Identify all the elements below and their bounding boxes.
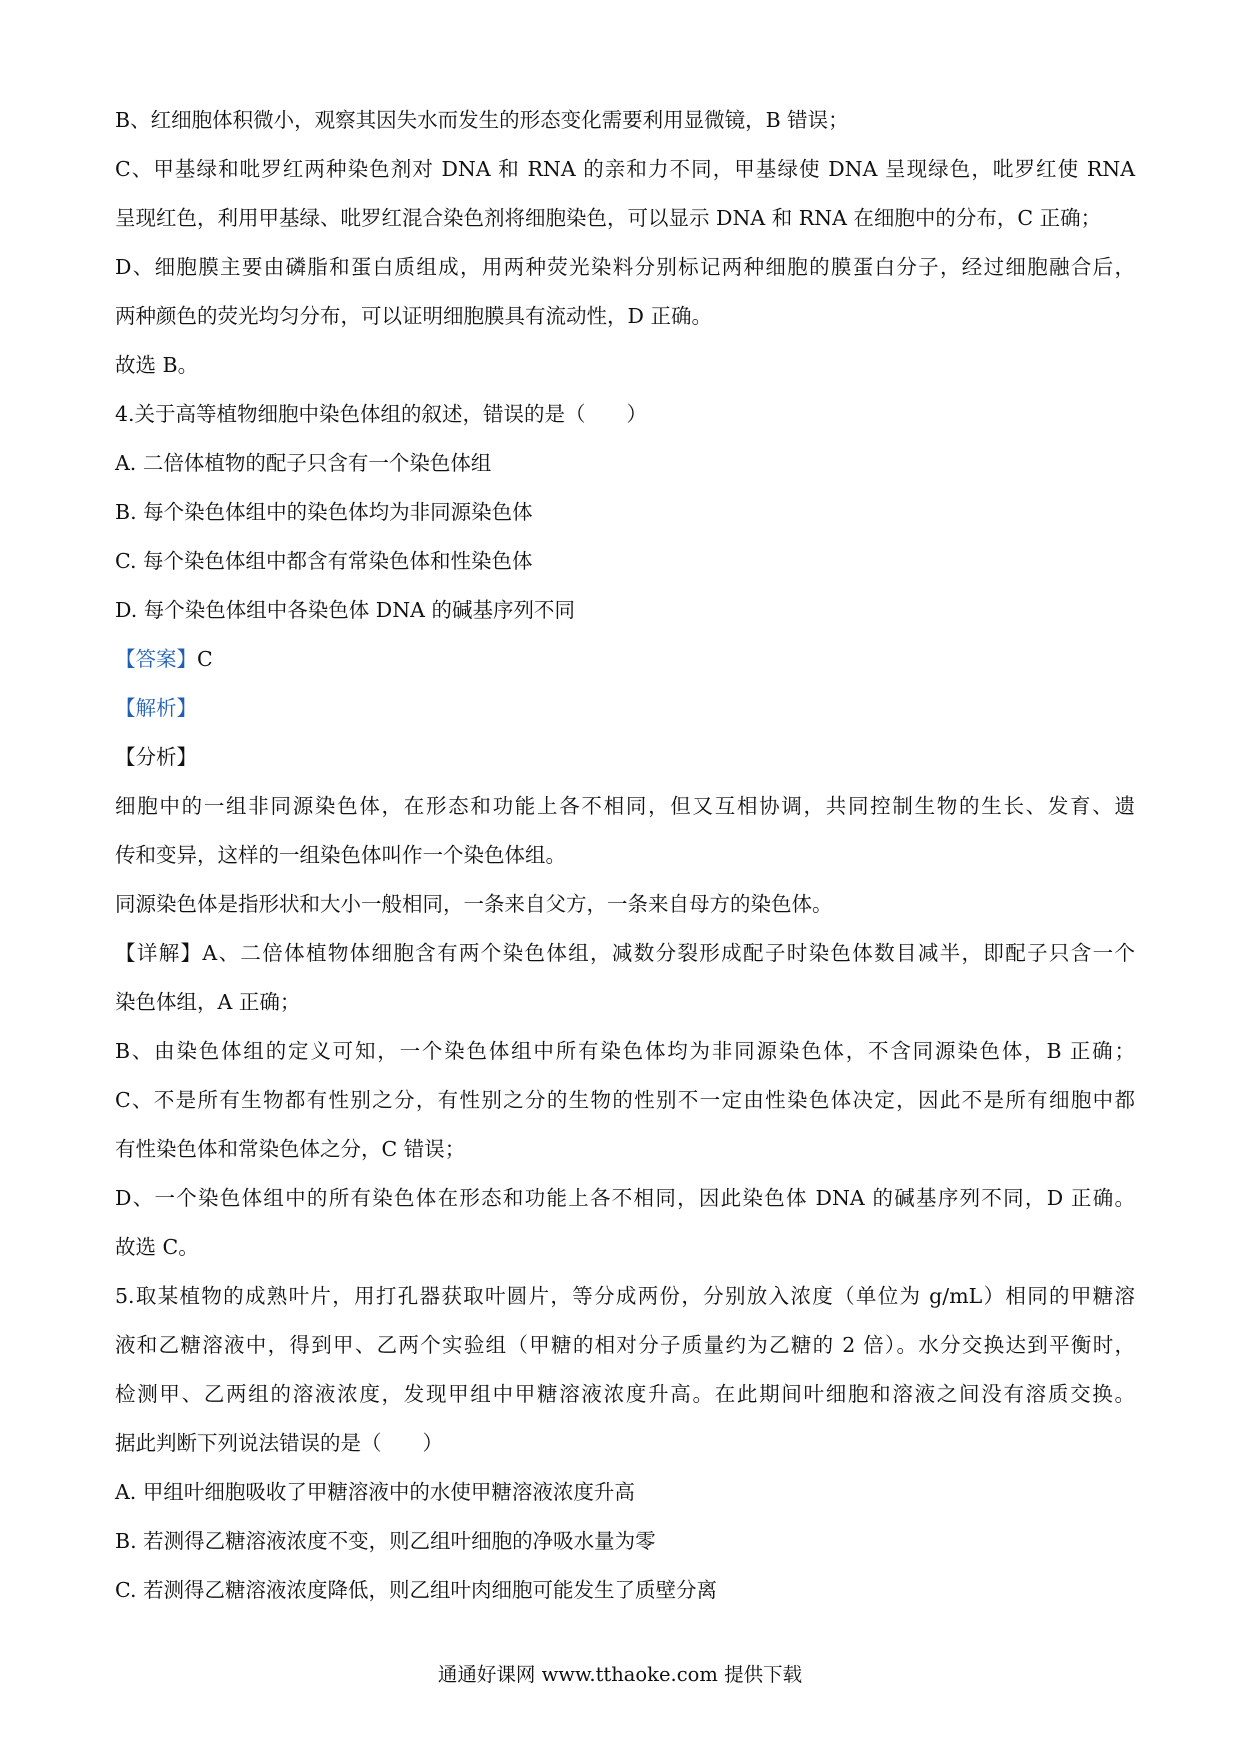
- q5-stem-line3: 检测甲、乙两组的溶液浓度，发现甲组中甲糖溶液浓度升高。在此期间叶细胞和溶液之间没有溶质交换。: [115, 1382, 1135, 1406]
- answer-tag: 【答案】: [115, 647, 197, 671]
- q5-stem-line2: 液和乙糖溶液中，得到甲、乙两个实验组（甲糖的相对分子质量约为乙糖的 2 倍）。水分交换达到平衡时，: [115, 1333, 1135, 1357]
- document-body: [115, 96, 1135, 1615]
- q4-option-a: A. 二倍体植物的配子只含有一个染色体组: [115, 451, 492, 475]
- q3-explain-d-line2: 两种颜色的荧光均匀分布，可以证明细胞膜具有流动性，D 正确。: [115, 304, 712, 328]
- q4-stem: 4.关于高等植物细胞中染色体组的叙述，错误的是（ ）: [115, 402, 648, 426]
- q5-stem-line4: 据此判断下列说法错误的是（ ）: [115, 1431, 443, 1455]
- q4-answer: [115, 635, 1135, 684]
- q4-conclusion: 故选 C。: [115, 1235, 199, 1259]
- q4-fenxi-tag: 【分析】: [115, 745, 197, 769]
- q5-option-a: A. 甲组叶细胞吸收了甲糖溶液中的水使甲糖溶液浓度升高: [115, 1480, 635, 1504]
- q5-option-c: C. 若测得乙糖溶液浓度降低，则乙组叶肉细胞可能发生了质壁分离: [115, 1578, 717, 1602]
- q4-fenxi-line3: 同源染色体是指形状和大小一般相同，一条来自父方，一条来自母方的染色体。: [115, 892, 833, 916]
- q3-explain-c-line2: 呈现红色，利用甲基绿、吡罗红混合染色剂将细胞染色，可以显示 DNA 和 RNA 在细胞中的分布，C 正确；: [115, 206, 1102, 230]
- q4-option-c: C. 每个染色体组中都含有常染色体和性染色体: [115, 549, 533, 573]
- q4-detail-line4: C、不是所有生物都有性别之分，有性别之分的生物的性别不一定由性染色体决定，因此不是所有细胞中都: [115, 1088, 1135, 1112]
- q4-option-d: D. 每个染色体组中各染色体 DNA 的碱基序列不同: [115, 598, 575, 622]
- q3-explain-b: B、红细胞体积微小，观察其因失水而发生的形态变化需要利用显微镜，B 错误；: [115, 108, 849, 132]
- q4-option-b: B. 每个染色体组中的染色体均为非同源染色体: [115, 500, 533, 524]
- q3-explain-d-line1: D、细胞膜主要由磷脂和蛋白质组成，用两种荧光染料分别标记两种细胞的膜蛋白分子，经过细胞融合后，: [115, 255, 1135, 279]
- q4-detail-line1: 【详解】A、二倍体植物体细胞含有两个染色体组，减数分裂形成配子时染色体数目减半，即配子只含一个: [115, 941, 1135, 965]
- q3-conclusion: 故选 B。: [115, 353, 199, 377]
- q5-option-b: B. 若测得乙糖溶液浓度不变，则乙组叶细胞的净吸水量为零: [115, 1529, 656, 1553]
- q4-fenxi-line2: 传和变异，这样的一组染色体叫作一个染色体组。: [115, 843, 566, 867]
- q4-fenxi-line1: 细胞中的一组非同源染色体，在形态和功能上各不相同，但又互相协调，共同控制生物的生长、发育、遗: [115, 794, 1135, 818]
- answer-value: C: [197, 647, 213, 671]
- q4-analysis-tag: 【解析】: [115, 696, 197, 720]
- q4-detail-line2: 染色体组，A 正确；: [115, 990, 301, 1014]
- q4-detail-line6: D、一个染色体组中的所有染色体在形态和功能上各不相同，因此染色体 DNA 的碱基序列不同，D 正确。: [115, 1186, 1135, 1210]
- q5-stem-line1: 5.取某植物的成熟叶片，用打孔器获取叶圆片，等分成两份，分别放入浓度（单位为 g/mL）相同的甲糖溶: [115, 1284, 1135, 1308]
- page-footer: 通通好课网 www.tthaoke.com 提供下载: [437, 1663, 803, 1686]
- q4-detail-line5: 有性染色体和常染色体之分，C 错误；: [115, 1137, 466, 1161]
- q3-explain-c-line1: C、甲基绿和吡罗红两种染色剂对 DNA 和 RNA 的亲和力不同，甲基绿使 DNA 呈现绿色，吡罗红使 RNA: [115, 157, 1135, 181]
- q4-detail-line3: B、由染色体组的定义可知，一个染色体组中所有染色体均为非同源染色体，不含同源染色体，B 正确；: [115, 1039, 1135, 1063]
